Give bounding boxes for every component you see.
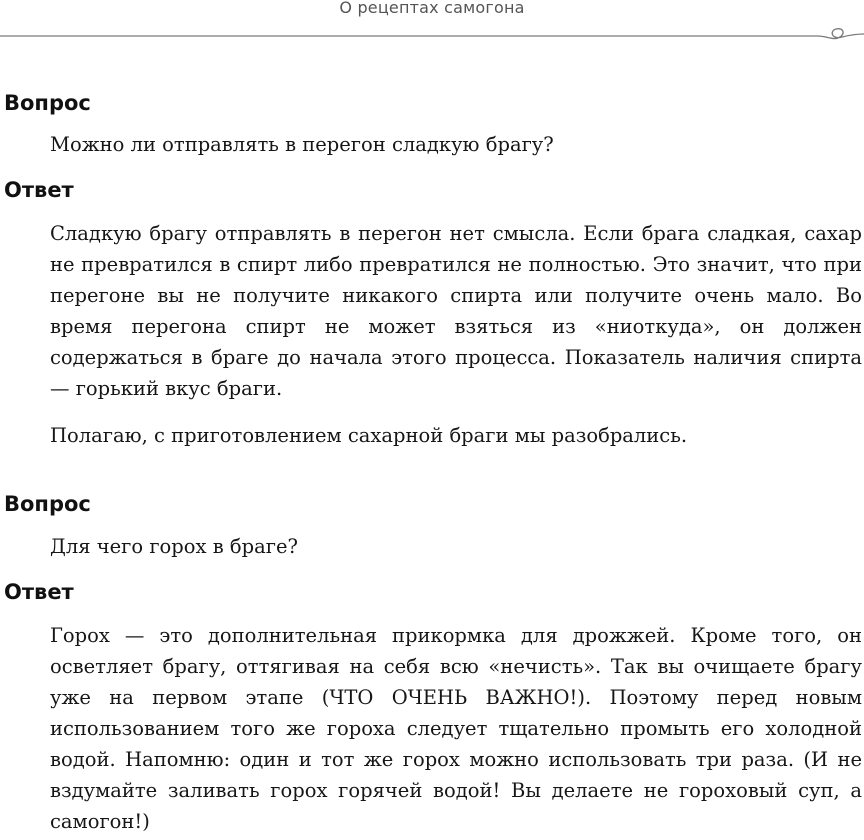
answer-paragraph-2-1: Горох — это дополнительная прикормка для дрожжей. Кроме того, он осветляет брагу, оттягивая на себя всю «нечисть». Так вы очищаете брагу уже на первом этапе (ЧТО ОЧЕНЬ ВАЖНО!). Поэтому перед новым использованием того же гороха следует тщательно промыть его холодной водой. Напомню: один и тот же горох можно использовать три раза. (И не вздумайте заливать горох горячей водой! Вы делаете не гороховый суп, а самогон!) (50, 624, 862, 833)
question-text-2: Для чего горох в браге? (50, 535, 298, 558)
running-header (0, 0, 864, 46)
question-label-1: Вопрос (4, 91, 91, 115)
running-title: О рецептах самогона (339, 0, 525, 17)
flourish-curl-icon (818, 29, 864, 39)
question-text-1: Можно ли отправлять в перегон сладкую брагу? (50, 133, 554, 156)
header-rule-flourish (0, 22, 864, 46)
question-label-2: Вопрос (4, 492, 91, 516)
answer-label-2: Ответ (4, 580, 74, 604)
answer-paragraph-1-1: Сладкую брагу отправлять в перегон нет смысла. Если брага сладкая, сахар не превратился в спирт либо превратился не полностью. Это значит, что при перегоне вы не получите никакого спирта или получите очень мало. Во время перегона спирт не может взяться из «ниоткуда», он должен содержаться в браге до начала этого процесса. Показатель наличия спирта — горький вкус браги. (50, 222, 862, 400)
answer-label-1: Ответ (4, 178, 74, 202)
answer-paragraph-1-2: Полагаю, с приготовлением сахарной браги мы разобрались. (50, 424, 688, 447)
